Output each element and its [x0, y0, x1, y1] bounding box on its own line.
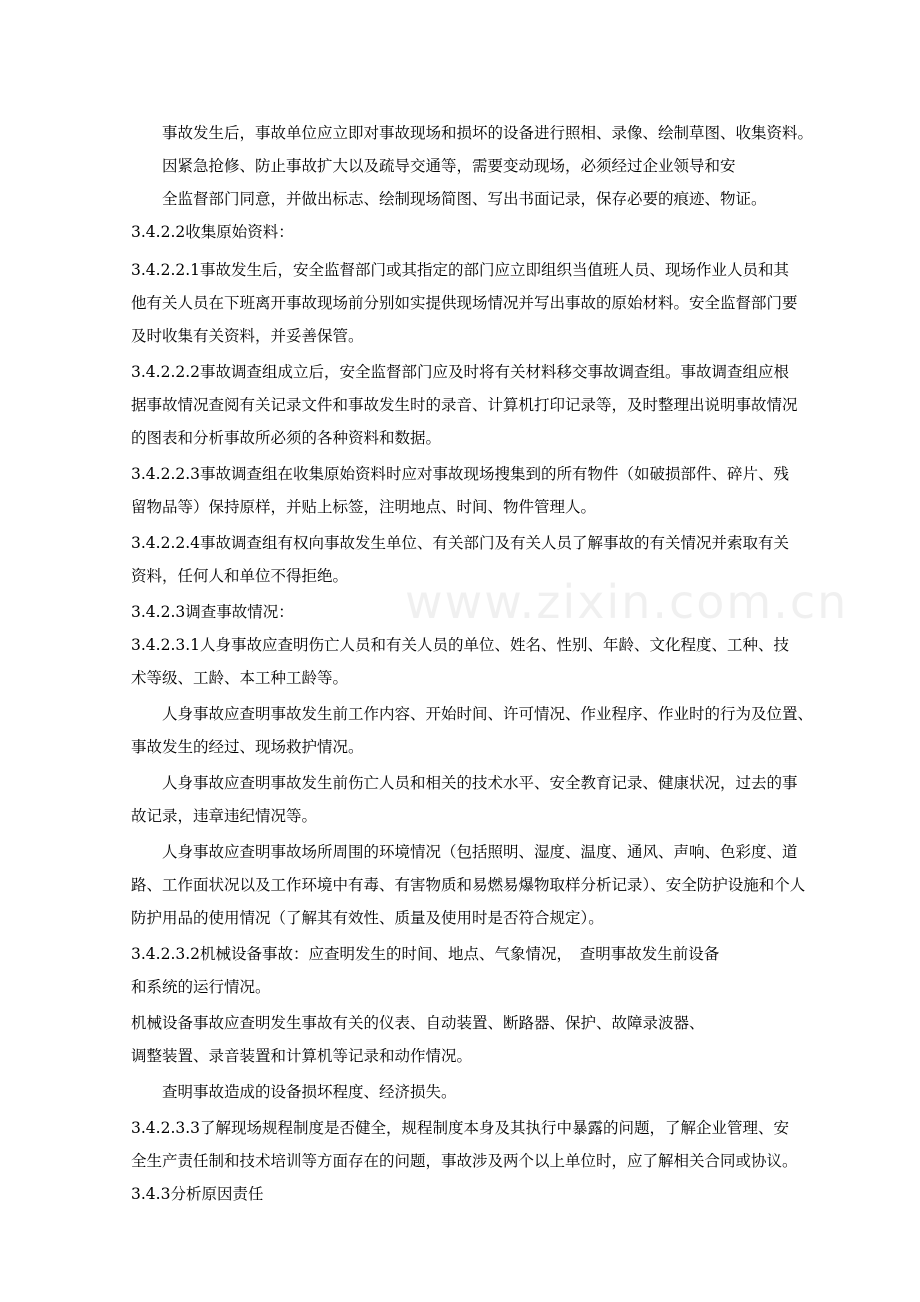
text-line: 人身事故应查明事故发生前伤亡人员和相关的技术水平、安全教育记录、健康状况，过去的事: [162, 774, 798, 792]
text-line: 机械设备事故应查明发生事故有关的仪表、自动装置、断路器、保护、故障录波器、: [131, 1014, 705, 1032]
text-line: 防护用品的使用情况（了解其有效性、质量及使用时是否符合规定）。: [131, 909, 604, 927]
text-line: 3.4.2.3.2机械设备事故：应查明发生的时间、地点、气象情况， 查明事故发生前设备: [131, 945, 720, 963]
text-line: 的图表和分析事故所必须的各种资料和数据。: [131, 429, 442, 447]
text-line: 3.4.2.2.4事故调查组有权向事故发生单位、有关部门及有关人员了解事故的有关情况并索取有关: [131, 534, 790, 552]
text-line: 调整装置、录音装置和计算机等记录和动作情况。: [131, 1047, 473, 1065]
text-line: 路、工作面状况以及工作环境中有毒、有害物质和易燃易爆物取样分析记录）、安全防护设施和个人: [131, 876, 806, 894]
text-line: 3.4.2.2.2事故调查组成立后，安全监督部门应及时将有关材料移交事故调查组。事故调查组应根: [131, 363, 790, 381]
text-line: 3.4.2.2.3事故调查组在收集原始资料时应对事故现场搜集到的所有物件（如破损部件、碎片、残: [131, 465, 790, 483]
text-line: 3.4.2.3.3了解现场规程制度是否健全，规程制度本身及其执行中暴露的问题，了解企业管理、安: [131, 1119, 790, 1137]
text-line: 全生产责任制和技术培训等方面存在的问题，事故涉及两个以上单位时，应了解相关合同或协议。: [131, 1152, 798, 1170]
watermark: www.zixin.com.cn: [405, 575, 849, 629]
text-line: 查明事故造成的设备损坏程度、经济损失。: [162, 1083, 457, 1101]
text-line: 据事故情况查阅有关记录文件和事故发生时的录音、计算机打印记录等，及时整理出说明事故情况: [131, 396, 798, 414]
text-line: 事故发生后，事故单位应立即对事故现场和损坏的设备进行照相、录像、绘制草图、收集资料。: [162, 124, 814, 142]
text-line: 故记录，违章违纪情况等。: [131, 807, 318, 825]
section-heading: 3.4.3分析原因责任: [131, 1185, 264, 1203]
text-line: 人身事故应查明事故发生前工作内容、开始时间、许可情况、作业程序、作业时的行为及位置、: [162, 705, 814, 723]
text-line: 因紧急抢修、防止事故扩大以及疏导交通等，需要变动现场，必须经过企业领导和安: [162, 157, 736, 175]
text-line: 人身事故应查明事故场所周围的环境情况（包括照明、湿度、温度、通风、声响、色彩度、道: [162, 843, 798, 861]
text-line: 资料，任何人和单位不得拒绝。: [131, 567, 349, 585]
text-line: 留物品等）保持原样，并贴上标签，注明地点、时间、物件管理人。: [131, 498, 597, 516]
text-line: 他有关人员在下班离开事故现场前分别如实提供现场情况并写出事故的原始材料。安全监督部门要: [131, 294, 798, 312]
text-line: 术等级、工龄、本工种工龄等。: [131, 669, 349, 687]
section-heading: 3.4.2.3调查事故情况：: [131, 603, 294, 621]
text-line: 及时收集有关资料，并妥善保管。: [131, 327, 364, 345]
section-heading: 3.4.2.2收集原始资料：: [131, 223, 294, 241]
text-line: 和系统的运行情况。: [131, 978, 271, 996]
text-line: 3.4.2.2.1事故发生后，安全监督部门或其指定的部门应立即组织当值班人员、现场作业人员和其: [131, 261, 790, 279]
text-line: 事故发生的经过、现场救护情况。: [131, 738, 364, 756]
text-line: 3.4.2.3.1人身事故应查明伤亡人员和有关人员的单位、姓名、性别、年龄、文化程度、工种、技: [131, 636, 790, 654]
text-line: 全监督部门同意，并做出标志、绘制现场简图、写出书面记录，保存必要的痕迹、物证。: [162, 190, 767, 208]
